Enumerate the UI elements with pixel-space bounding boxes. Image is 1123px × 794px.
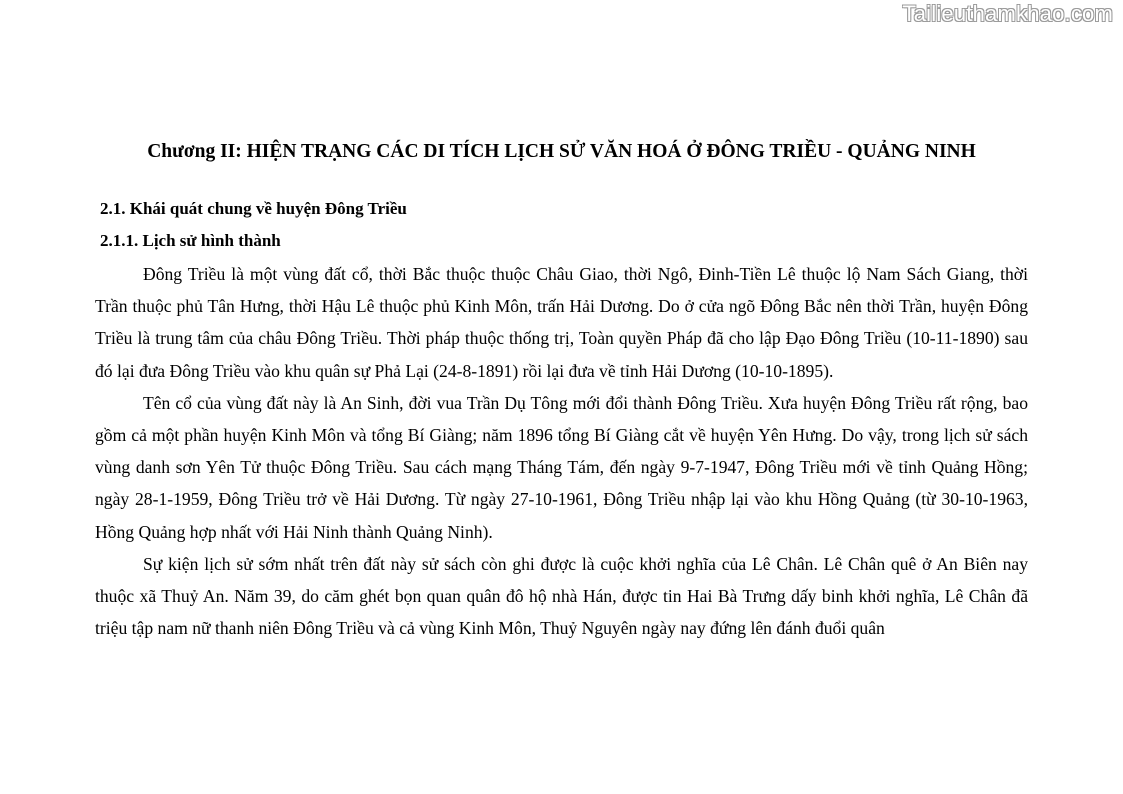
subsection-heading: 2.1.1. Lịch sử hình thành [100,231,281,250]
section-heading: 2.1. Khái quát chung về huyện Đông Triều [100,199,407,218]
paragraph: Đông Triều là một vùng đất cổ, thời Bắc thuộc thuộc Châu Giao, thời Ngô, Đinh-Tiền Lê thuộc lộ Nam Sách Giang, thời Trần thuộc phủ Tân Hưng, thời Hậu Lê thuộc phủ Kinh Môn, trấn Hải Dương. Do ở cửa ngõ Đông Bắc nên thời Trần, huyện Đông Triều là trung tâm của châu Đông Triều. Thời pháp thuộc thống trị, Toàn quyền Pháp đã cho lập Đạo Đông Triều (10-11-1890) sau đó lại đưa Đông Triều vào khu quân sự Phả Lại (24-8-1891) rồi lại đưa về tỉnh Hải Dương (10-10-1895). [95,264,1028,381]
chapter-title: Chương II: HIỆN TRẠNG CÁC DI TÍCH LỊCH SỬ VĂN HOÁ Ở ĐÔNG TRIỀU - QUẢNG NINH [147,141,976,162]
paragraph: Sự kiện lịch sử sớm nhất trên đất này sử sách còn ghi được là cuộc khởi nghĩa của Lê Chân. Lê Chân quê ở An Biên nay thuộc xã Thuỷ An. Năm 39, do căm ghét bọn quan quân đô hộ nhà Hán, được tin Hai Bà Trưng dấy binh khởi nghĩa, Lê Chân đã triệu tập nam nữ thanh niên Đông Triều và cả vùng Kinh Môn, Thuỷ Nguyên ngày nay đứng lên đánh đuổi quân [95,553,1028,639]
body-text [95,258,1028,644]
paragraph: Tên cổ của vùng đất này là An Sinh, đời vua Trần Dụ Tông mới đổi thành Đông Triều. Xưa huyện Đông Triều rất rộng, bao gồm cả một phần huyện Kinh Môn và tổng Bí Giàng; năm 1896 tổng Bí Giàng cắt về huyện Yên Hưng. Do vậy, trong lịch sử sách vùng danh sơn Yên Tử thuộc Đông Triều. Sau cách mạng Tháng Tám, đến ngày 9-7-1947, Đông Triều mới về tỉnh Quảng Hồng; ngày 28-1-1959, Đông Triều trở về Hải Dương. Từ ngày 27-10-1961, Đông Triều nhập lại vào khu Hồng Quảng (từ 30-10-1963, Hồng Quảng hợp nhất với Hải Ninh thành Quảng Ninh). [95,392,1028,542]
watermark: Tailieuthamkhao.com [902,1,1113,26]
